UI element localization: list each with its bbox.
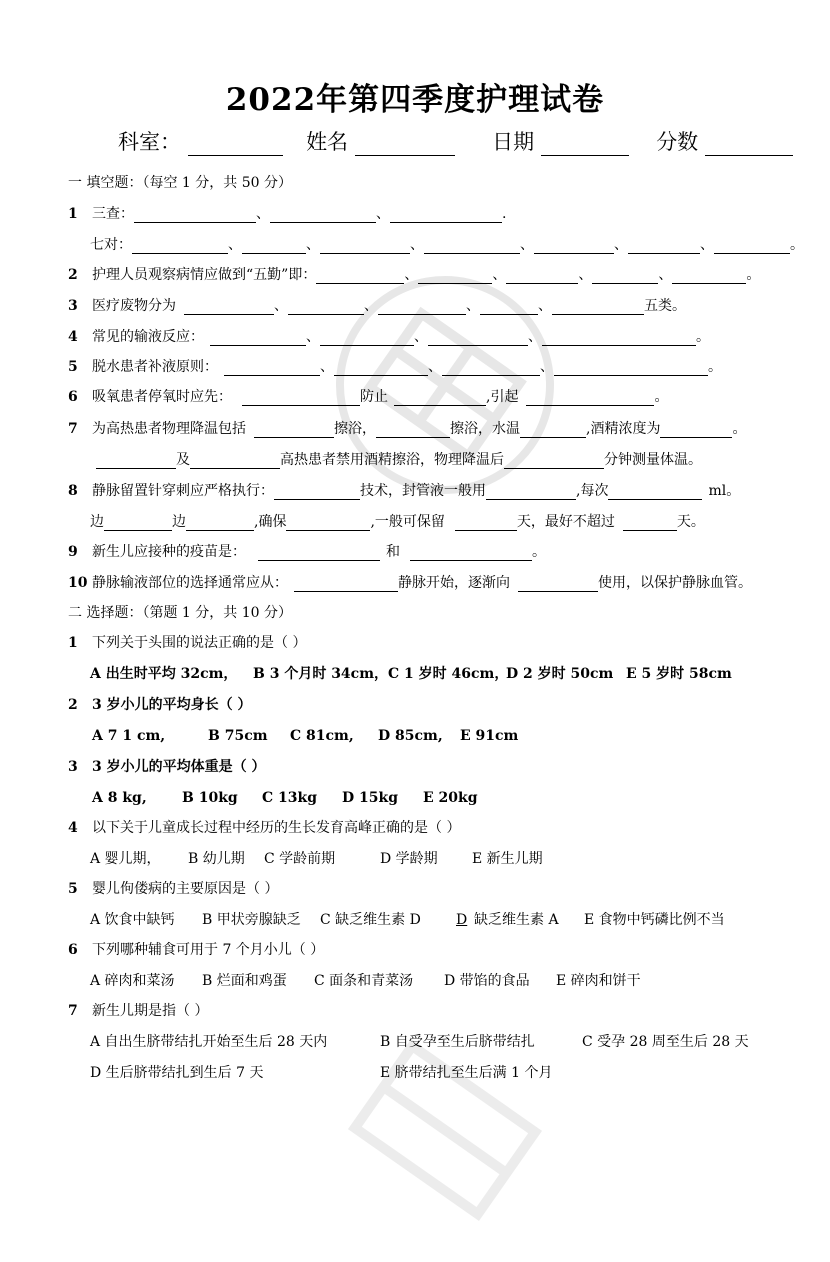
option-a[interactable]: A 碎肉和菜汤	[90, 973, 175, 989]
answer-blank[interactable]	[376, 422, 450, 438]
answer-blank[interactable]	[254, 422, 334, 438]
question-8: 8 静脉留置针穿刺应严格执行： 技术，封管液一般用 ,每次 ml。	[68, 483, 741, 499]
option-d[interactable]: D 带馅的食品	[444, 973, 530, 989]
answer-blank[interactable]	[592, 268, 658, 284]
answer-blank[interactable]	[714, 238, 790, 254]
answer-blank[interactable]	[428, 330, 528, 346]
choice-question: 4 以下关于儿童成长过程中经历的生长发育高峰正确的是（ ）	[68, 820, 461, 836]
option-e[interactable]: E 5 岁时 58cm	[626, 666, 732, 682]
option-d[interactable]: D	[456, 912, 468, 928]
answer-blank[interactable]	[184, 299, 274, 315]
answer-blank[interactable]	[274, 484, 360, 500]
option-d-text: 缺乏维生素 A	[474, 912, 559, 928]
section2-heading: 二 选择题：（第题 1 分，共 10 分）	[68, 605, 292, 621]
answer-blank[interactable]	[320, 330, 414, 346]
score-label: 分数	[656, 130, 699, 154]
choice-question: 6 下列哪种辅食可用于 7 个月小儿（ ）	[68, 942, 325, 958]
option-d[interactable]: D 生后脐带结扎到生后 7 天	[90, 1065, 264, 1081]
option-c[interactable]: C 学龄前期	[264, 851, 336, 867]
header-info-row	[118, 126, 793, 156]
answer-blank[interactable]	[186, 515, 254, 531]
answer-blank[interactable]	[96, 453, 176, 469]
option-a[interactable]: A 7 1 cm,	[92, 728, 166, 744]
question-6: 6 吸氧患者停氧时应先： 防止 ,引起 。	[68, 389, 669, 405]
answer-blank[interactable]	[378, 299, 466, 315]
answer-blank[interactable]	[480, 299, 538, 315]
answer-blank[interactable]	[390, 207, 502, 223]
option-e[interactable]: E 20kg	[423, 790, 478, 806]
option-b[interactable]: B 烂面和鸡蛋	[202, 973, 287, 989]
answer-blank[interactable]	[132, 238, 228, 254]
answer-blank[interactable]	[542, 330, 696, 346]
answer-blank[interactable]	[294, 576, 398, 592]
question-7-line2: 及 高热患者禁用酒精擦浴，物理降温后 分钟测量体温。	[96, 451, 702, 469]
choice-question: 2 3 岁小儿的平均身长（ ）	[68, 697, 252, 713]
option-d[interactable]: D 2 岁时 50cm	[506, 666, 614, 682]
answer-blank[interactable]	[270, 207, 376, 223]
choice-question: 1 下列关于头围的说法正确的是（ ）	[68, 635, 307, 651]
option-b[interactable]: B 10kg	[182, 790, 238, 806]
option-c[interactable]: C 受孕 28 周至生后 28 天	[582, 1034, 749, 1050]
name-field[interactable]	[355, 135, 455, 156]
answer-blank[interactable]	[258, 545, 380, 561]
answer-blank[interactable]	[334, 360, 428, 376]
answer-blank[interactable]	[506, 268, 578, 284]
answer-blank[interactable]	[410, 545, 532, 561]
answer-blank[interactable]	[320, 238, 410, 254]
answer-blank[interactable]	[623, 515, 677, 531]
option-c[interactable]: C 81cm,	[290, 728, 354, 744]
answer-blank[interactable]	[628, 238, 700, 254]
answer-blank[interactable]	[552, 299, 644, 315]
answer-blank[interactable]	[242, 390, 360, 406]
answer-blank[interactable]	[316, 268, 404, 284]
answer-blank[interactable]	[518, 576, 598, 592]
answer-blank[interactable]	[608, 484, 702, 500]
option-a[interactable]: A 饮食中缺钙	[90, 912, 175, 928]
option-b[interactable]: B 75cm	[208, 728, 268, 744]
option-e[interactable]: E 食物中钙磷比例不当	[584, 912, 725, 928]
question-10: 10 静脉输液部位的选择通常应从： 静脉开始，逐渐向 使用，以保护静脉血管。	[68, 575, 752, 591]
answer-blank[interactable]	[455, 515, 517, 531]
choice-question: 3 3 岁小儿的平均体重是（ ）	[68, 759, 266, 775]
option-e[interactable]: E 新生儿期	[472, 851, 543, 867]
question-3: 3 医疗废物分为 、 、 、 、 五类。	[68, 298, 686, 314]
question-8-line2: 边 边 ,确保 ,一般可保留 天，最好不超过 天。	[90, 514, 705, 530]
option-b[interactable]: B 3 个月时 34cm，	[253, 666, 389, 682]
answer-blank[interactable]	[394, 390, 486, 406]
option-d[interactable]: D 学龄期	[380, 851, 438, 867]
option-c[interactable]: C 缺乏维生素 D	[320, 912, 421, 928]
answer-blank[interactable]	[504, 453, 604, 469]
dept-label: 科室：	[118, 130, 181, 154]
option-c[interactable]: C 13kg	[262, 790, 317, 806]
answer-blank[interactable]	[286, 515, 370, 531]
answer-blank[interactable]	[660, 422, 732, 438]
option-a[interactable]: A 婴儿期，	[90, 851, 161, 867]
question-1: 1 三查： 、 、 .	[68, 206, 507, 222]
option-a[interactable]: A 出生时平均 32cm，	[90, 666, 238, 682]
answer-blank[interactable]	[288, 299, 364, 315]
question-7: 7 为高热患者物理降温包括 擦浴， 擦浴，水温 ,酒精浓度为 。	[68, 421, 747, 437]
option-b[interactable]: B 自受孕至生后脐带结扎	[380, 1034, 535, 1050]
option-a[interactable]: A 8 kg,	[92, 790, 147, 806]
answer-blank[interactable]	[190, 453, 280, 469]
question-1-line2: 七对： 、 、 、 、 、 、 。	[90, 237, 804, 253]
option-c[interactable]: C 1 岁时 46cm，	[388, 666, 509, 682]
answer-blank[interactable]	[442, 360, 540, 376]
date-field[interactable]	[541, 135, 629, 156]
answer-blank[interactable]	[224, 360, 320, 376]
answer-blank[interactable]	[520, 422, 586, 438]
question-9: 9 新生儿应接种的疫苗是： 和 。	[68, 544, 546, 560]
option-b[interactable]: B 甲状旁腺缺乏	[202, 912, 301, 928]
answer-blank[interactable]	[526, 390, 654, 406]
dept-field[interactable]	[188, 135, 283, 156]
answer-blank[interactable]	[486, 484, 576, 500]
answer-blank[interactable]	[134, 207, 256, 223]
option-a[interactable]: A 自出生脐带结扎开始至生后 28 天内	[90, 1034, 328, 1050]
answer-blank[interactable]	[418, 268, 492, 284]
question-4: 4 常见的输液反应： 、 、 、 。	[68, 329, 710, 345]
answer-blank[interactable]	[554, 360, 708, 376]
option-e[interactable]: E 脐带结扎至生后满 1 个月	[380, 1065, 553, 1081]
choice-question: 7 新生儿期是指（ ）	[68, 1003, 209, 1019]
option-c[interactable]: C 面条和青菜汤	[314, 973, 414, 989]
section1-heading: 一 填空题：（每空 1 分，共 50 分）	[68, 175, 292, 191]
choice-question: 5 婴儿佝偻病的主要原因是（ ）	[68, 881, 279, 897]
question-5: 5 脱水患者补液原则： 、 、 、 。	[68, 359, 722, 375]
answer-blank[interactable]	[104, 515, 172, 531]
date-label: 日期	[492, 130, 535, 154]
question-2: 2 护理人员观察病情应做到“五勤”即： 、 、 、 、 。	[68, 267, 761, 283]
option-d[interactable]: D 15kg	[342, 790, 398, 806]
name-label: 姓名	[306, 130, 349, 154]
answer-blank[interactable]	[242, 238, 306, 254]
option-e[interactable]: E 碎肉和饼干	[556, 973, 641, 989]
score-field[interactable]	[705, 135, 793, 156]
answer-blank[interactable]	[424, 238, 520, 254]
option-b[interactable]: B 幼儿期	[188, 851, 245, 867]
page-title: 2022年第四季度护理试卷	[225, 82, 605, 118]
answer-blank[interactable]	[672, 268, 746, 284]
answer-blank[interactable]	[210, 330, 306, 346]
option-d[interactable]: D 85cm,	[378, 728, 443, 744]
option-e[interactable]: E 91cm	[460, 728, 519, 744]
answer-blank[interactable]	[534, 238, 614, 254]
